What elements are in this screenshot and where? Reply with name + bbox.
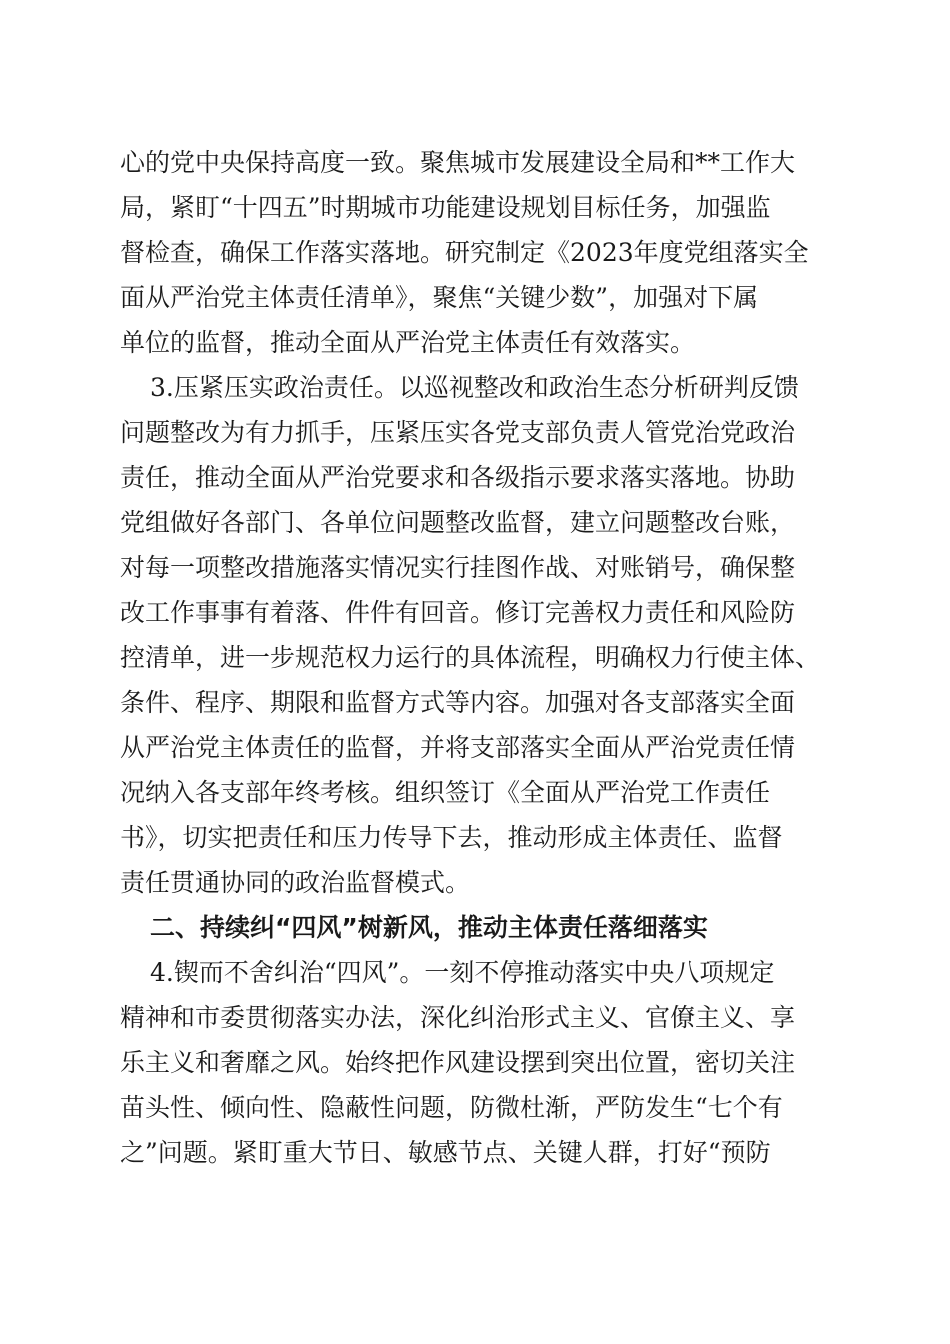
paragraph-2-line-10: 况纳入各支部年终考核。组织签订《全面从严治党工作责任 (120, 778, 771, 807)
paragraph-1-line-5: 单位的监督，推动全面从严治党主体责任有效落实。 (120, 328, 696, 357)
paragraph-2-line-6: 改工作事事有着落、件件有回音。修订完善权力责任和风险防 (120, 598, 796, 627)
paragraph-3-line-4: 苗头性、倾向性、隐蔽性问题，防微杜渐，严防发生“七个有 (120, 1093, 783, 1122)
paragraph-1-line-3: 督检查，确保工作落实落地。研究制定《2023年度党组落实全 (120, 238, 809, 267)
paragraph-2-line-8: 条件、程序、期限和监督方式等内容。加强对各支部落实全面 (120, 688, 796, 717)
paragraph-2-line-2: 问题整改为有力抓手，压紧压实各党支部负责人管党治党政治 (120, 418, 796, 447)
paragraph-2-line-1: 3.压紧压实政治责任。以巡视整改和政治生态分析研判反馈 (150, 373, 799, 402)
paragraph-1-line-2: 局，紧盯“十四五”时期城市功能建设规划目标任务，加强监 (120, 193, 771, 222)
paragraph-3-line-3: 乐主义和奢靡之风。始终把作风建设摆到突出位置，密切关注 (120, 1048, 796, 1077)
paragraph-3-line-1: 4.锲而不舍纠治“四风”。一刻不停推动落实中央八项规定 (150, 958, 775, 987)
paragraph-2-line-4: 党组做好各部门、各单位问题整改监督，建立问题整改台账， (120, 508, 796, 537)
paragraph-1-line-1: 心的党中央保持高度一致。聚焦城市发展建设全局和**工作大 (120, 148, 796, 177)
paragraph-2-line-5: 对每一项整改措施落实情况实行挂图作战、对账销号，确保整 (120, 553, 796, 582)
paragraph-2-line-12: 责任贯通协同的政治监督模式。 (120, 868, 471, 897)
paragraph-3-line-5: 之”问题。紧盯重大节日、敏感节点、关键人群，打好“预防 (120, 1138, 771, 1167)
paragraph-3-line-2: 精神和市委贯彻落实办法，深化纠治形式主义、官僚主义、享 (120, 1003, 796, 1032)
paragraph-2-line-11: 书》，切实把责任和压力传导下去，推动形成主体责任、监督 (120, 823, 783, 852)
document-body (120, 140, 830, 1175)
paragraph-1-line-4: 面从严治党主体责任清单》，聚焦“关键少数”，加强对下属 (120, 283, 759, 312)
paragraph-2-line-7: 控清单，进一步规范权力运行的具体流程，明确权力行使主体、 (120, 643, 821, 672)
paragraph-2-line-9: 从严治党主体责任的监督，并将支部落实全面从严治党责任情 (120, 733, 796, 762)
paragraph-2-line-3: 责任，推动全面从严治党要求和各级指示要求落实落地。协助 (120, 463, 796, 492)
section-heading: 二、持续纠“四风”树新风，推动主体责任落细落实 (150, 913, 708, 942)
